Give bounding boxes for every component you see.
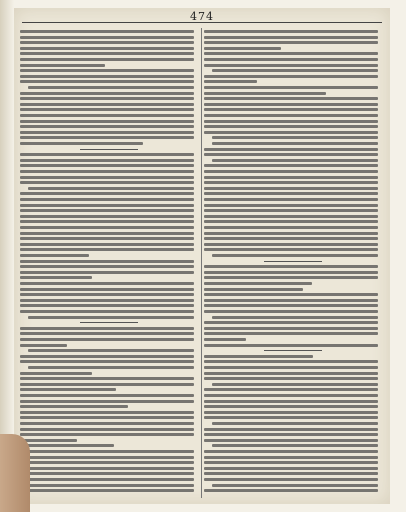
text-line (204, 237, 378, 240)
text-line (204, 478, 378, 481)
text-line (204, 92, 326, 95)
text-line (204, 310, 378, 313)
text-line (204, 321, 378, 324)
text-line (212, 69, 378, 72)
text-line (204, 226, 378, 229)
text-line (20, 153, 194, 156)
text-line (204, 304, 378, 307)
text-line (204, 131, 378, 134)
text-line (204, 164, 378, 167)
text-line (28, 366, 194, 369)
page-number: 474 (190, 10, 214, 23)
text-line (20, 288, 194, 291)
text-line (212, 316, 378, 319)
text-line (204, 338, 246, 341)
text-line (20, 254, 89, 257)
text-line (20, 80, 194, 83)
text-line (20, 450, 194, 453)
scanner-thumb (0, 434, 30, 512)
text-line (204, 215, 378, 218)
text-line (20, 75, 194, 78)
text-line (204, 243, 378, 246)
text-line (20, 422, 194, 425)
text-line (20, 120, 194, 123)
text-line (204, 394, 378, 397)
text-line (20, 439, 77, 442)
text-line (204, 248, 378, 251)
text-line (20, 97, 194, 100)
text-line (20, 411, 194, 414)
text-line (204, 450, 378, 453)
text-line (20, 467, 194, 470)
text-line (204, 41, 378, 44)
text-line (20, 232, 194, 235)
text-line (204, 456, 378, 459)
text-line (20, 159, 194, 162)
text-line (20, 30, 194, 33)
text-line (204, 271, 378, 274)
text-line (204, 86, 378, 89)
text-line (20, 176, 194, 179)
text-line (204, 288, 303, 291)
text-line (20, 271, 194, 274)
text-line (212, 484, 378, 487)
text-line (204, 400, 378, 403)
text-line (20, 344, 67, 347)
text-line (20, 36, 194, 39)
text-line (204, 472, 378, 475)
text-line (20, 400, 194, 403)
section-rule (80, 322, 138, 323)
text-line (204, 344, 378, 347)
text-line (20, 304, 194, 307)
text-line (204, 220, 378, 223)
text-line (204, 428, 378, 431)
text-line (20, 58, 194, 61)
text-line (20, 47, 194, 50)
text-line (204, 103, 378, 106)
text-line (20, 52, 194, 55)
text-line (204, 170, 378, 173)
text-line (20, 64, 105, 67)
text-line (20, 327, 194, 330)
text-line (20, 69, 194, 72)
text-line (20, 444, 114, 447)
text-line (204, 293, 378, 296)
text-line (212, 444, 378, 447)
text-line (212, 136, 378, 139)
text-line (20, 355, 194, 358)
text-line (20, 338, 194, 341)
text-line (20, 416, 194, 419)
text-line (204, 377, 378, 380)
text-line (204, 75, 378, 78)
text-line (204, 405, 378, 408)
text-line (204, 360, 378, 363)
text-line (204, 153, 378, 156)
text-line (20, 405, 128, 408)
text-line (204, 58, 378, 61)
text-line (20, 209, 194, 212)
text-line (20, 394, 194, 397)
text-line (204, 372, 378, 375)
text-line (204, 52, 378, 55)
text-line (204, 439, 378, 442)
text-line (20, 170, 194, 173)
section-rule (80, 149, 138, 150)
text-line (212, 254, 378, 257)
text-line (20, 478, 194, 481)
text-line (204, 120, 378, 123)
text-line (204, 411, 378, 414)
text-line (20, 248, 194, 251)
text-line (204, 187, 378, 190)
text-line (20, 243, 194, 246)
text-line (204, 204, 378, 207)
column-divider (201, 28, 202, 498)
text-line (20, 226, 194, 229)
text-line (204, 299, 378, 302)
text-line (20, 383, 194, 386)
text-line (204, 148, 378, 151)
text-line (20, 204, 194, 207)
text-line (204, 388, 378, 391)
text-line (20, 164, 194, 167)
text-line (20, 103, 194, 106)
text-line (204, 181, 378, 184)
text-line (20, 489, 194, 492)
text-line (20, 282, 194, 285)
text-line (20, 372, 92, 375)
text-line (204, 198, 378, 201)
text-line (20, 215, 194, 218)
text-line (20, 131, 194, 134)
text-line (20, 114, 194, 117)
text-line (204, 366, 378, 369)
text-line (204, 97, 378, 100)
text-line (20, 237, 194, 240)
text-line (20, 332, 194, 335)
text-line (20, 377, 194, 380)
text-line (20, 472, 194, 475)
text-line (212, 422, 378, 425)
text-line (204, 108, 378, 111)
text-line (212, 142, 378, 145)
text-line (20, 360, 194, 363)
text-line (20, 299, 194, 302)
text-line (204, 416, 378, 419)
text-line (20, 428, 194, 431)
text-line (28, 316, 194, 319)
text-line (212, 383, 378, 386)
text-line (20, 181, 194, 184)
text-line (204, 276, 378, 279)
text-line (28, 349, 194, 352)
text-line (20, 276, 92, 279)
text-line (204, 467, 378, 470)
text-line (204, 265, 378, 268)
text-line (20, 310, 194, 313)
text-line (20, 92, 194, 95)
section-rule (264, 350, 322, 351)
text-line (20, 220, 194, 223)
text-column-right (204, 28, 382, 502)
text-line (20, 142, 143, 145)
text-line (204, 114, 378, 117)
text-line (20, 108, 194, 111)
text-line (204, 282, 312, 285)
text-line (20, 461, 194, 464)
header-rule (22, 22, 382, 23)
text-line (20, 293, 194, 296)
text-line (28, 86, 194, 89)
text-line (20, 433, 194, 436)
text-line (204, 461, 378, 464)
text-line (204, 176, 378, 179)
newspaper-page (14, 8, 390, 504)
text-line (204, 125, 378, 128)
text-line (20, 260, 194, 263)
text-line (204, 232, 378, 235)
text-line (204, 36, 378, 39)
text-line (20, 456, 194, 459)
text-line (204, 433, 378, 436)
text-line (20, 265, 194, 268)
text-line (204, 355, 313, 358)
text-line (20, 198, 194, 201)
text-line (204, 332, 378, 335)
text-line (204, 209, 378, 212)
text-line (204, 47, 281, 50)
text-line (212, 159, 378, 162)
text-line (20, 192, 194, 195)
text-line (28, 187, 194, 190)
text-line (204, 80, 257, 83)
text-line (20, 484, 194, 487)
text-column-left (20, 28, 198, 502)
text-line (204, 489, 378, 492)
text-line (20, 136, 194, 139)
text-line (204, 64, 378, 67)
text-line (20, 125, 194, 128)
text-line (20, 388, 116, 391)
text-line (204, 30, 378, 33)
text-line (204, 192, 378, 195)
section-rule (264, 261, 322, 262)
text-line (204, 327, 378, 330)
text-line (20, 41, 194, 44)
